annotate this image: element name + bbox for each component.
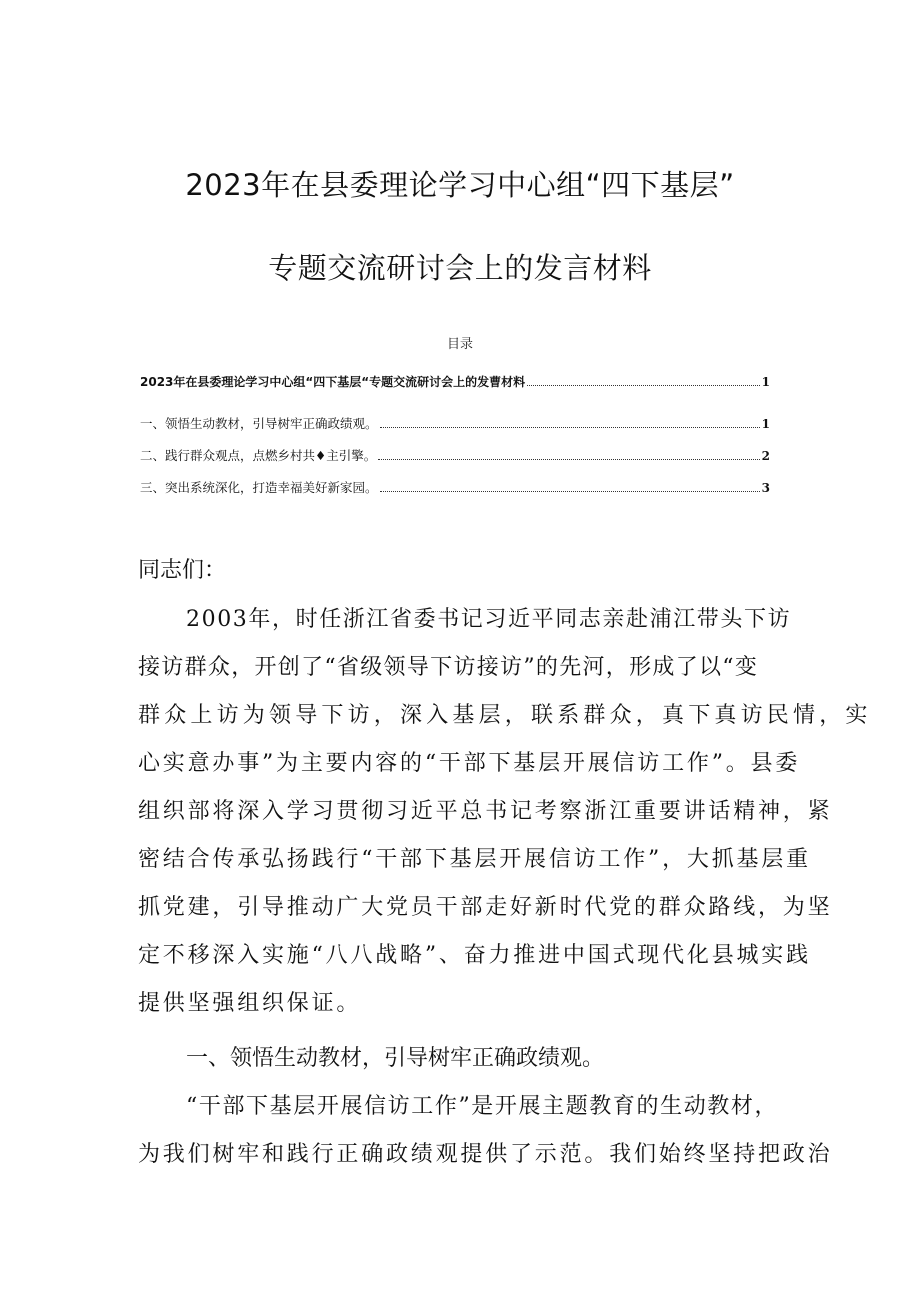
toc-dot-leader: [380, 418, 760, 428]
paragraph-line: 提供坚强组织保证。: [138, 991, 362, 1016]
toc-dot-leader: [378, 450, 759, 460]
paragraph-line: 心实意办事”为主要内容的“干部下基层开展信访工作”。县委: [138, 751, 801, 776]
toc-entry[interactable]: [140, 414, 770, 432]
toc-heading: 目录: [446, 337, 473, 352]
toc-page-number: 3: [761, 481, 770, 495]
toc-dot-leader: [527, 376, 759, 386]
toc-page-number: 1: [761, 375, 770, 389]
paragraph-line: 组织部将深入学习贯彻习近平总书记考察浙江重要讲话精神，紧: [138, 799, 833, 824]
paragraph-line: 抓党建，引导推动广大党员干部走好新时代党的群众路线，为坚: [138, 895, 833, 920]
toc-entry[interactable]: [140, 478, 770, 496]
paragraph-line: “干部下基层开展信访工作”是开展主题教育的生动教材，: [186, 1094, 779, 1119]
toc-entry-text: 三、突出系统深化，打造幸福美好新家园。: [140, 480, 378, 495]
salutation: 同志们：: [138, 558, 227, 583]
toc-entry-text: 二、践行群众观点，点燃乡村共♦主引擎。: [140, 448, 377, 463]
document-title-line-1: 2023年在县委理论学习中心组“四下基层”: [185, 168, 735, 202]
paragraph-line: 定不移深入实施“八八战略”、奋力推进中国式现代化县城实践: [138, 943, 811, 968]
toc-page-number: 1: [761, 417, 770, 431]
section-heading: 一、领悟生动教材，引导树牢正确政绩观。: [186, 1046, 605, 1071]
toc-entry-text: 2023年在县委理论学习中心组“四下基层“专题交流研讨会上的发曹材料: [140, 375, 526, 389]
paragraph-line: 2003年，时任浙江省委书记习近平同志亲赴浦江带头下访: [186, 607, 792, 632]
toc-entry[interactable]: [140, 446, 770, 464]
document-title-line-2: 专题交流研讨会上的发言材料: [268, 251, 652, 285]
paragraph-line: 为我们树牢和践行正确政绩观提供了示范。我们始终坚持把政治: [138, 1142, 833, 1167]
paragraph-line: 群众上访为领导下访，深入基层，联系群众，真下真访民情，实: [138, 703, 872, 728]
paragraph-line: 密结合传承弘扬践行“干部下基层开展信访工作”，大抓基层重: [138, 847, 811, 872]
toc-entry-text: 一、领悟生动教材，引导树牢正确政绩观。: [140, 416, 378, 431]
toc-entry[interactable]: [140, 373, 770, 391]
paragraph-line: 接访群众，开创了“省级领导下访接访”的先河，形成了以“变: [138, 655, 759, 680]
toc-page-number: 2: [761, 449, 770, 463]
toc-dot-leader: [380, 482, 760, 492]
